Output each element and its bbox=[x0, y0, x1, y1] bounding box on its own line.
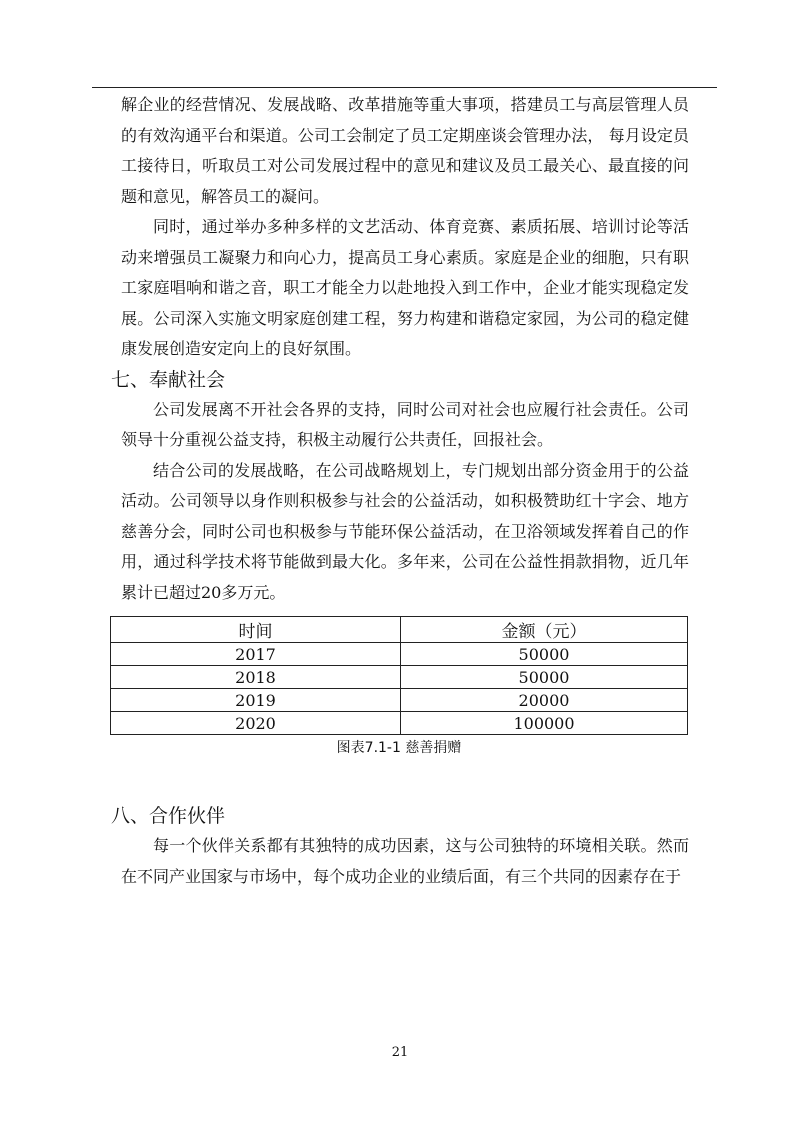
page-content bbox=[111, 90, 689, 892]
table-cell-amount: 50000 bbox=[401, 666, 688, 689]
table-header-amount: 金额（元） bbox=[401, 617, 688, 643]
table-cell-year: 2020 bbox=[111, 712, 401, 735]
table-row bbox=[111, 712, 688, 735]
table-row bbox=[111, 666, 688, 689]
section-heading-contribute-society: 七、奉献社会 bbox=[111, 368, 226, 391]
table-cell-amount: 100000 bbox=[401, 712, 688, 735]
table-header-row bbox=[111, 617, 688, 643]
table-cell-year: 2019 bbox=[111, 689, 401, 712]
paragraph-staff-communication: 解企业的经营情况、发展战略、改革措施等重大事项，搭建员工与高层管理人员的有效沟通平台和渠道。公司工会制定了员工定期座谈会管理办法， 每月设定员工接待日，听取员工对公司发展过程中的意见和建议及员工最关心、最直接的问题和意见，解答员工的凝问。 bbox=[121, 95, 689, 206]
table-header-year: 时间 bbox=[111, 617, 401, 643]
paragraph-public-welfare: 结合公司的发展战略，在公司战略规划上，专门规划出部分资金用于的公益活动。公司领导以身作则积极参与社会的公益活动，如积极赞助红十字会、地方慈善分会，同时公司也积极参与节能环保公益活动，在卫浴领域发挥着自己的作用，通过科学技术将节能做到最大化。多年来，公司在公益性捐款捐物，近几年累计已超过20多万元。 bbox=[121, 460, 689, 602]
donation-table-wrapper bbox=[110, 616, 688, 757]
paragraph-social-responsibility: 公司发展离不开社会各界的支持，同时公司对社会也应履行社会责任。公司领导十分重视公益支持，积极主动履行公共责任，回报社会。 bbox=[121, 399, 689, 449]
table-cell-year: 2018 bbox=[111, 666, 401, 689]
header-rule bbox=[92, 87, 717, 88]
table-cell-amount: 50000 bbox=[401, 643, 688, 666]
table-row bbox=[111, 643, 688, 666]
table-caption: 图表7.1-1 慈善捐赠 bbox=[336, 740, 462, 756]
donation-table bbox=[110, 616, 688, 735]
paragraph-staff-activities: 同时，通过举办多种多样的文艺活动、体育竞赛、素质拓展、培训讨论等活动来增强员工凝聚力和向心力，提高员工身心素质。家庭是企业的细胞，只有职工家庭唱响和谐之音，职工才能全力以赴地投入到工作中，企业才能实现稳定发展。公司深入实施文明家庭创建工程，努力构建和谐稳定家园，为公司的稳定健康发展创造安定向上的良好氛围。 bbox=[121, 217, 689, 358]
table-cell-year: 2017 bbox=[111, 643, 401, 666]
table-row bbox=[111, 689, 688, 712]
table-cell-amount: 20000 bbox=[401, 689, 688, 712]
section-heading-partners: 八、合作伙伴 bbox=[111, 805, 226, 827]
page-number: 21 bbox=[391, 1045, 409, 1060]
paragraph-partnership: 每一个伙伴关系都有其独特的成功因素，这与公司独特的环境相关联。然而在不同产业国家与市场中，每个成功企业的业绩后面，有三个共同的因素存在于 bbox=[121, 836, 689, 886]
